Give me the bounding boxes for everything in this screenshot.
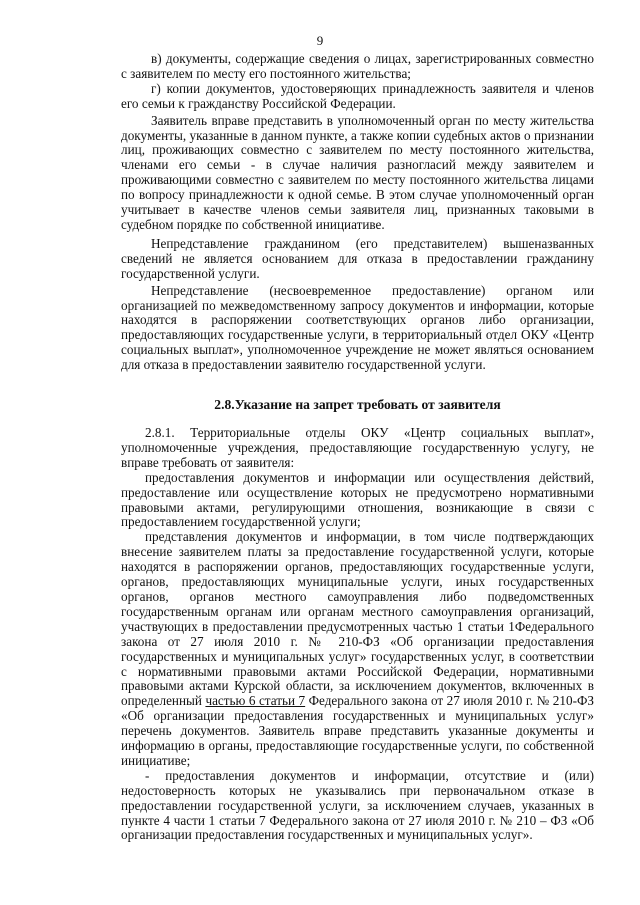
section-2-8 <box>121 398 594 413</box>
top-section <box>121 52 594 373</box>
paragraph-prohibition-3: - предоставления документов и информации, отсутствие и (или) недостоверность которых не указывались при первоначальном отказе в предоставлении государственной услуги, за исключением случаев, указанных в пункте 4 части 1 статьи 7 Федерального закона от 27 июля 2010 г. № 210 – ФЗ «Об организации предоставления государственных и муниципальных услуг». <box>121 767 594 843</box>
section-heading: 2.8.Указание на запрет требовать от заявителя <box>214 397 501 412</box>
paragraph-prohibition-2-text-b: Федерального закона от 27 июля 2010 г. № 210-ФЗ «Об организации предоставления государственных и муниципальных услуг» перечень документов. Заявитель вправе представить указанные документы и информацию в органы, предоставляющие государственные услуги, по собственной инициативе; <box>121 693 594 768</box>
paragraph-2-8-1: 2.8.1. Территориальные отделы ОКУ «Центр социальных выплат», уполномоченные учреждения, предоставляющие государственную услугу, не вправе требовать от заявителя: <box>121 425 594 470</box>
law-reference-link[interactable]: частью 6 статьи 7 <box>205 693 306 709</box>
paragraph-applicant-right: Заявитель вправе представить в уполномоченный орган по месту жительства документы, указанные в данном пункте, а также копии судебных актов о признании лиц, проживающих совместно с заявителем по месту постоянного жительства, членами его семьи - в случае наличия разногласий между заявителем и проживающими совместно с заявителем по месту постоянного жительства лицами по вопросу принадлежности к одной семье. В этом случае уполномоченный орган учитывает в качестве членов семьи заявителя лиц, признанных таковыми в судебном порядке по собственной инициативе. <box>121 112 594 232</box>
page-number: 9 <box>316 33 324 48</box>
bottom-section <box>121 426 594 843</box>
paragraph-interagency: Непредставление (несвоевременное предоставление) органом или организацией по межведомственному запросу документов и информации, которые находятся в распоряжении соответствующих органов либо организации, предоставляющих государственные услуги, в территориальный отдел ОКУ «Центр социальных выплат», уполномоченное учреждение не может являться основанием для отказа в предоставлении заявителю государственной услуги. <box>121 282 594 373</box>
paragraph-item-v: в) документы, содержащие сведения о лицах, зарегистрированных совместно с заявителем по месту его постоянного жительства; <box>121 51 594 81</box>
paragraph-prohibition-1: предоставления документов и информации или осуществления действий, предоставление или осуществление которых не предусмотрено нормативными правовыми актами, регулирующими отношения, возникающие в связи с предоставлением государственной услуги; <box>121 469 594 530</box>
paragraph-prohibition-2-text-a: представления документов и информации, в том числе подтверждающих внесение заявителем платы за предоставление государственной услуги, которые находятся в распоряжении органов, предоставляющих государственные услуги, органов, предоставляющих муниципальные услуги, иных государственных органов, органов местного самоуправления либо подведомственных государственным органам или органам местного самоуправления организаций, участвующих в предоставлении предусмотренных частью 1 статьи 1Федерального закона от 27 июля 2010 г. № 210-ФЗ «Об организации предоставления государственных и муниципальных услуг» государственных услуг, в соответствии с нормативными правовыми актами Российской Федерации, нормативными правовыми актами Курской области, за исключением документов, включенных в определенный <box>121 529 594 709</box>
paragraph-prohibition-2 <box>121 530 594 769</box>
paragraph-item-g: г) копии документов, удостоверяющих принадлежность заявителя и членов его семьи к гражданству Российской Федерации. <box>121 80 594 111</box>
paragraph-non-submission: Непредставление гражданином (его представителем) вышеназванных сведений не является основанием для отказа в предоставлении гражданину государственной услуги. <box>121 235 594 281</box>
